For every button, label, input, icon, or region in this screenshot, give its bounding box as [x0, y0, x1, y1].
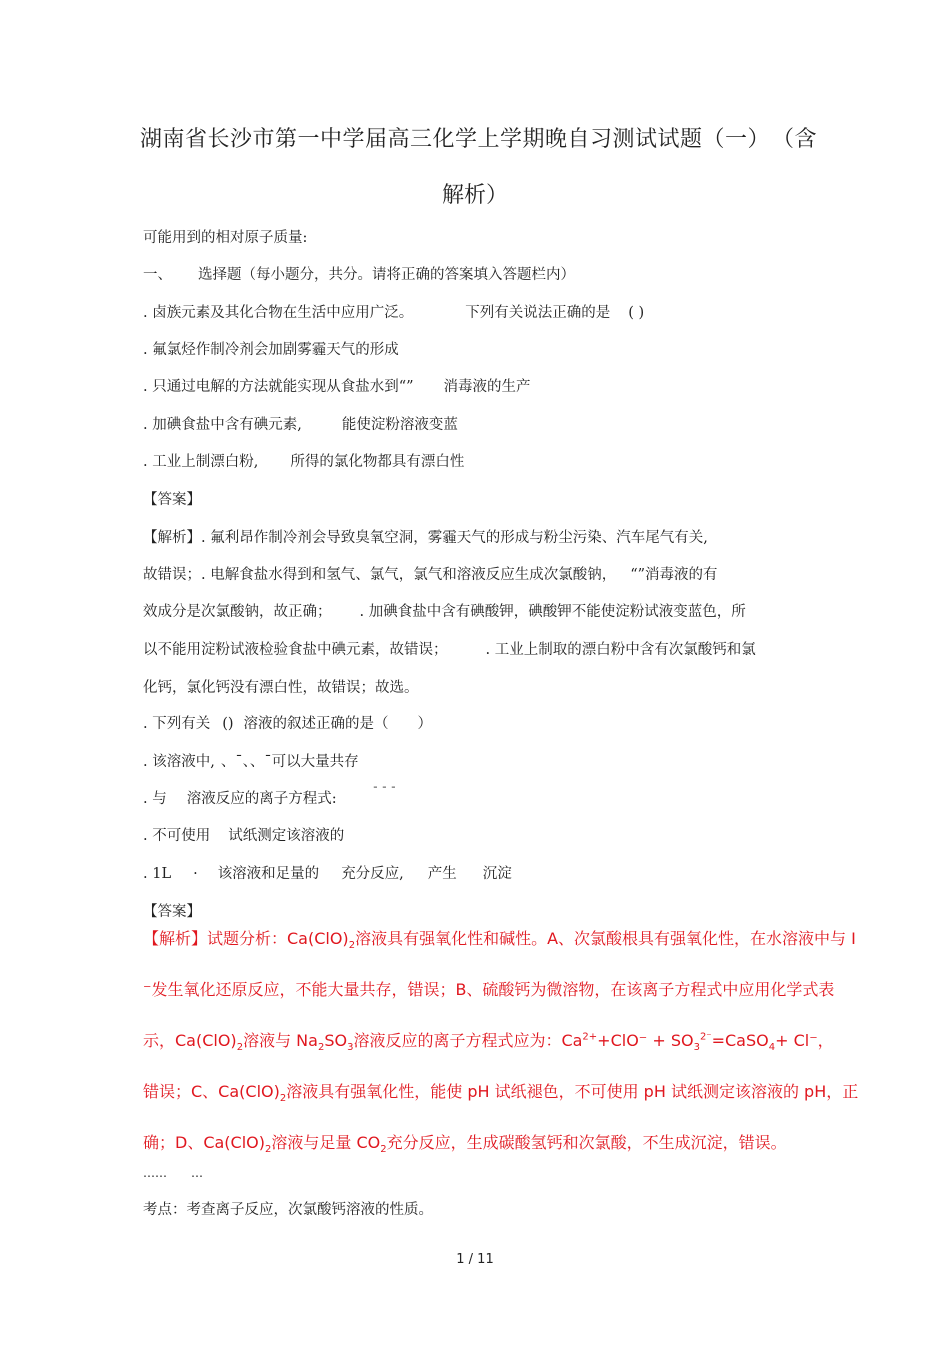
red-text: =CaSO [711, 1031, 769, 1050]
q1-option-a: . 氟氯烃作制冷剂会加剧雾霾天气的形成 [143, 342, 399, 358]
q2-explanation-line1 [143, 926, 856, 951]
document-title-line1 [140, 122, 820, 153]
subscript: 3 [347, 1042, 354, 1054]
q1-explanation-line2-part1: 故错误；. 电解食盐水得到和氢气、氯气，氯气和溶液反应生成次氯酸钠， [143, 567, 617, 583]
q1-option-c-part2: 能使淀粉溶液变蓝 [341, 417, 458, 433]
q2-stem-part3: 溶液的叙述正确的是（ ） [243, 716, 433, 732]
q2-explanation-line5 [143, 1130, 787, 1155]
subscript: 2 [236, 1042, 244, 1054]
q2-option-d-part2: · [193, 866, 198, 882]
intro-line: 可能用到的相对原子质量: [143, 230, 308, 246]
q2-stem-part2: () [222, 716, 234, 732]
q1-answer-label: 【答案】 [143, 492, 201, 508]
red-text: 错误；C、Ca(ClO) [143, 1082, 280, 1101]
red-text: SO [324, 1031, 348, 1050]
superscript: 2⁻ [699, 1031, 712, 1043]
q1-stem [143, 301, 644, 322]
q1-explanation-line4-part1: 以不能用淀粉试液检验食盐中碘元素，故错误； [143, 642, 448, 658]
title-main: 湖南省长沙市第一中学届高三化学上学期晚自习测试试题（一） [140, 127, 771, 152]
q2-option-d-part3: 该溶液和足量的 [217, 866, 320, 882]
q2-option-a [143, 750, 359, 771]
q2-option-c [143, 824, 344, 845]
q1-stem-part3: ( ) [628, 305, 645, 321]
q2-explanation-line4 [143, 1079, 858, 1104]
red-text: + Cl⁻， [775, 1031, 834, 1050]
red-text: 【解析】试题分析：Ca(ClO) [143, 929, 349, 948]
q2-option-a-part2: 、¯、、¯可以大量共存 [220, 754, 359, 770]
q1-option-b-part1: . 只通过电解的方法就能实现从食盐水到“” [143, 379, 414, 395]
subscript: 2 [279, 1093, 287, 1105]
q2-stem [143, 712, 432, 733]
q1-explanation-line3 [143, 600, 746, 621]
q1-explanation-line2 [143, 563, 718, 584]
section-number: 一、 [143, 267, 172, 283]
red-text: 充分反应，生成碳酸氢钙和次氯酸，不生成沉淀，错误。 [386, 1133, 787, 1152]
subscript: 3 [693, 1042, 700, 1054]
q2-answer-label: 【答案】 [143, 904, 201, 920]
section-text: 选择题（每小题分，共分。请将正确的答案填入答题栏内） [198, 267, 575, 283]
red-text: 溶液具有强氧化性，能使 pH 试纸褪色，不可使用 pH 试纸测定该溶液的 pH，正 [286, 1082, 859, 1101]
q2-option-d [143, 862, 512, 883]
title-suffix: （含 [772, 127, 818, 152]
q1-explanation-line2-part2: “”消毒液的有 [630, 567, 718, 583]
q2-option-c-part2: 试纸测定该溶液的 [228, 828, 345, 844]
q1-explanation-line4 [143, 638, 756, 659]
q2-option-d-part1: . 1L [143, 866, 172, 882]
q1-option-d [143, 450, 464, 471]
q1-explanation-line5: 化钙，氯化钙没有漂白性，故错误；故选。 [143, 680, 419, 696]
subscript: 2 [265, 1144, 272, 1156]
q1-stem-part1: . 卤族元素及其化合物在生活中应用广泛。 [143, 305, 414, 321]
q1-option-d-part1: . 工业上制漂白粉, [143, 454, 259, 470]
q2-option-b-part3: ¯ ¯ ¯ [372, 785, 397, 798]
q2-option-d-part6: 沉淀 [482, 866, 512, 882]
q2-option-a-part1: . 该溶液中, [143, 754, 215, 770]
subscript: 4 [768, 1042, 776, 1054]
red-text: +ClO⁻ + SO [597, 1031, 694, 1050]
red-text: 溶液与 Na [243, 1031, 318, 1050]
subscript: 2 [317, 1042, 325, 1054]
q2-explanation-line2: ⁻发生氧化还原反应，不能大量共存，错误；B、硫酸钙为微溶物，在该离子方程式中应用化学式表 [143, 980, 835, 999]
document-title-line2: 解析） [441, 183, 508, 208]
red-text: 溶液具有强氧化性和碱性。A、次氯酸根具有强氧化性，在水溶液中与 I [355, 929, 856, 948]
q2-option-c-part1: . 不可使用 [143, 828, 211, 844]
subscript: 2 [348, 940, 356, 952]
q1-option-d-part2: 所得的氯化物都具有漂白性 [290, 454, 465, 470]
q2-option-b-part1: . 与 [143, 791, 167, 807]
subscript: 2 [380, 1144, 387, 1156]
q2-option-d-part5: 产生 [427, 866, 457, 882]
kaodian-line: 考点：考查离子反应，次氯酸钙溶液的性质。 [143, 1202, 433, 1218]
q1-explanation-line3-part2: . 加碘食盐中含有碘酸钾，碘酸钾不能使淀粉试液变蓝色，所 [359, 604, 746, 620]
superscript: 2+ [582, 1031, 598, 1043]
red-text: 确；D、Ca(ClO) [143, 1133, 265, 1152]
q1-explanation-line3-part1: 效成分是次氯酸钠，故正确； [143, 604, 332, 620]
red-text: 溶液反应的离子方程式应为：Ca [353, 1031, 583, 1050]
q2-option-b-part2: 溶液反应的离子方程式: [186, 791, 337, 807]
red-text: 溶液与足量 CO [271, 1133, 381, 1152]
q2-explanation-line3 [143, 1028, 834, 1053]
q1-explanation-line1: 【解析】. 氟利昂作制冷剂会导致臭氧空洞，雾霾天气的形成与粉尘污染、汽车尾气有关, [143, 530, 708, 546]
page-number: 1 / 11 [456, 1252, 494, 1267]
q1-option-b [143, 375, 531, 396]
q1-option-c [143, 413, 458, 434]
q1-option-c-part1: . 加碘食盐中含有碘元素, [143, 417, 302, 433]
q2-stem-part1: . 下列有关 [143, 716, 211, 732]
q1-explanation-line4-part2: . 工业上制取的漂白粉中含有次氯酸钙和氯 [485, 642, 756, 658]
q1-stem-part2: 下列有关说法正确的是 [465, 305, 611, 321]
q1-option-b-part2: 消毒液的生产 [443, 379, 531, 395]
section-heading [143, 263, 575, 284]
q2-option-d-part4: 充分反应, [341, 866, 404, 882]
red-text: 示，Ca(ClO) [143, 1031, 237, 1050]
ellipsis-line: …… … [143, 1166, 204, 1180]
q2-option-b [143, 787, 396, 808]
